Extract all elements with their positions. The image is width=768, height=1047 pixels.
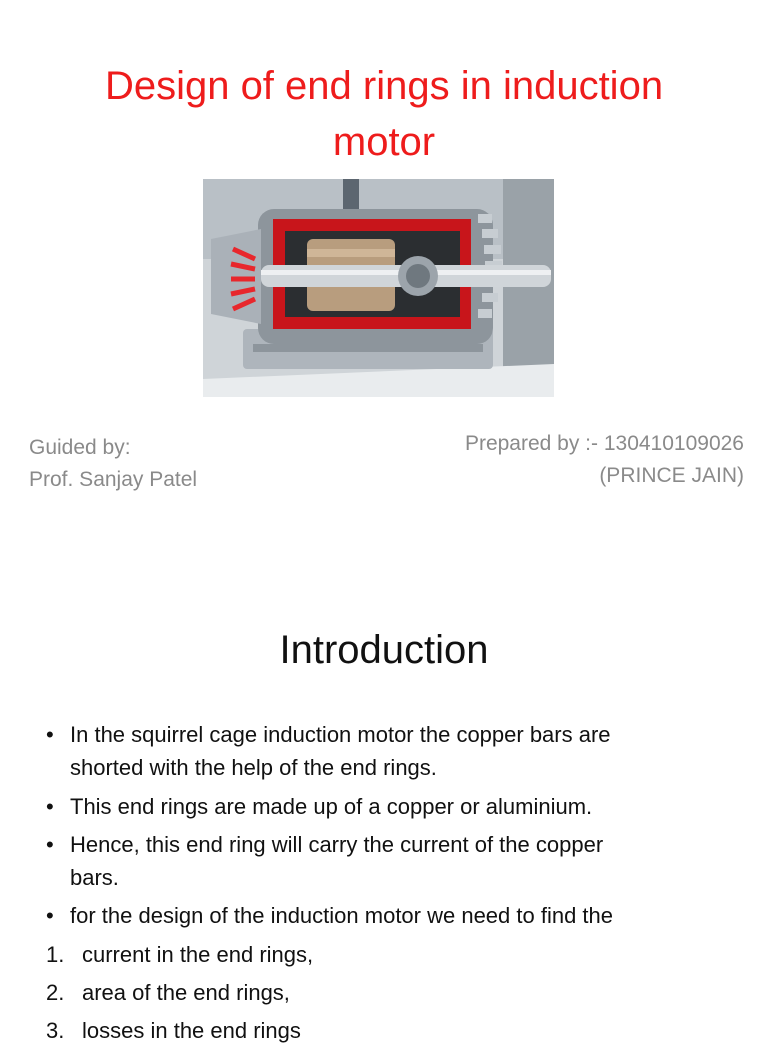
numbered-item	[46, 1014, 726, 1047]
bullet-marker: •	[46, 903, 54, 928]
slide-title: Introduction	[279, 628, 489, 672]
introduction-slide	[0, 574, 768, 1043]
list-item-line: bars.	[70, 865, 119, 890]
motor-illustration	[203, 179, 554, 397]
list-item	[46, 718, 726, 784]
number-marker: 2.	[46, 980, 65, 1005]
prepared-by-label: Prepared by :- 130410109026	[464, 432, 744, 455]
list-item	[46, 790, 726, 823]
guided-by-label: Guided by:	[29, 436, 131, 459]
list-item-line: Hence, this end ring will carry the current of the copper	[70, 832, 604, 857]
guide-name: Prof. Sanjay Patel	[29, 468, 198, 491]
bullet-marker: •	[46, 722, 54, 747]
guided-by-block	[29, 432, 197, 496]
motor-cutaway-image	[203, 179, 554, 397]
list-item-line: current in the end rings,	[82, 942, 314, 967]
list-item-line: This end rings are made up of a copper or aluminium.	[70, 794, 593, 819]
slide-title-line-2: motor	[332, 120, 436, 164]
prepared-by-block	[465, 428, 744, 492]
list-item	[46, 899, 726, 932]
number-marker: 3.	[46, 1018, 65, 1043]
bullet-marker: •	[46, 832, 54, 857]
numbered-item	[46, 976, 726, 1009]
list-item	[46, 828, 726, 894]
list-item-line: for the design of the induction motor we need to find the	[70, 903, 614, 928]
list-item-line: area of the end rings,	[82, 980, 290, 1005]
author-name: (PRINCE JAIN)	[599, 464, 744, 487]
list-item-line: In the squirrel cage induction motor the copper bars are	[70, 722, 611, 747]
list-item-line: losses in the end rings	[82, 1018, 301, 1043]
numbered-item	[46, 938, 726, 971]
bullet-marker: •	[46, 794, 54, 819]
slide-title	[60, 58, 708, 170]
list-item-line: shorted with the help of the end rings.	[70, 755, 437, 780]
slide-title-line-1: Design of end rings in induction	[104, 64, 664, 108]
number-marker: 1.	[46, 942, 65, 967]
